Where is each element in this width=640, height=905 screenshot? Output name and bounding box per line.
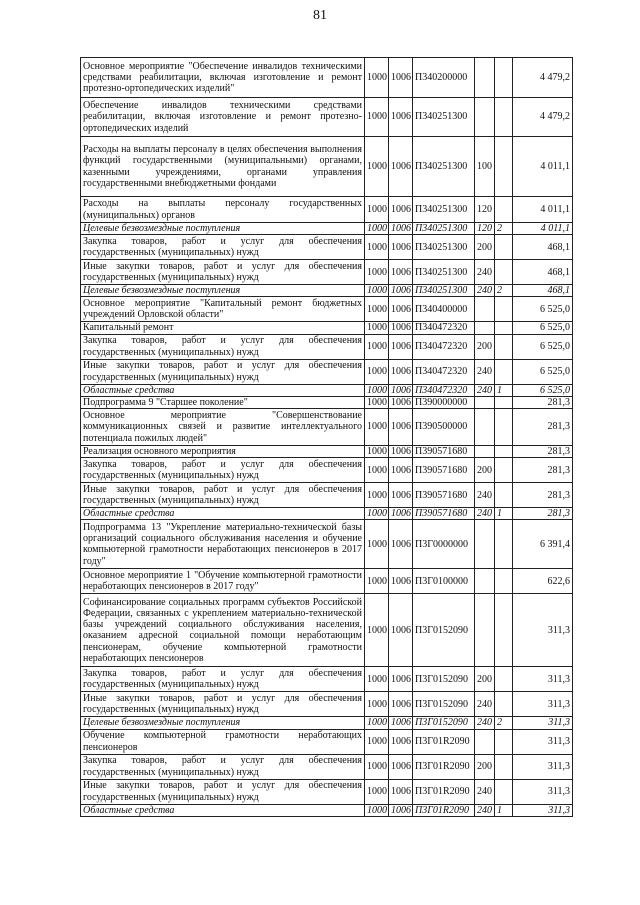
row-target-article: П340400000	[413, 297, 475, 322]
row-subsection-code: 1006	[389, 359, 413, 384]
table-row	[81, 692, 573, 717]
row-subsection-code: 1006	[389, 197, 413, 223]
row-section-code: 1000	[365, 58, 389, 98]
row-section-code: 1000	[365, 408, 389, 445]
table-row	[81, 235, 573, 260]
row-sum: 6 525,0	[513, 322, 573, 334]
row-funding-source	[495, 754, 513, 779]
row-funding-source	[495, 359, 513, 384]
row-name: Иные закупки товаров, работ и услуг для обеспечения государственных (муниципальных) нужд	[81, 483, 365, 508]
row-expense-type: 240	[475, 260, 495, 285]
row-target-article: П3Г01R2090	[413, 804, 475, 816]
row-section-code: 1000	[365, 804, 389, 816]
row-funding-source	[495, 235, 513, 260]
row-expense-type	[475, 297, 495, 322]
row-sum: 6 525,0	[513, 297, 573, 322]
row-expense-type	[475, 520, 495, 569]
row-sum: 4 479,2	[513, 98, 573, 137]
row-expense-type: 240	[475, 804, 495, 816]
row-expense-type	[475, 594, 495, 667]
row-name: Иные закупки товаров, работ и услуг для обеспечения государственных (муниципальных) нужд	[81, 260, 365, 285]
row-subsection-code: 1006	[389, 458, 413, 483]
row-funding-source	[495, 569, 513, 594]
row-sum: 4 011,1	[513, 223, 573, 235]
budget-table	[80, 57, 573, 817]
row-funding-source	[495, 692, 513, 717]
row-name: Софинансирование социальных программ субъектов Российской Федерации, связанных с укреплением материально-технической базы учреждений социального обслуживания населения, оказанием адресной социальной помощи неработающим пенсионерам, обучение компьютерной грамотности неработающих пенсионеров	[81, 594, 365, 667]
row-sum: 281,3	[513, 458, 573, 483]
row-funding-source	[495, 779, 513, 804]
row-funding-source	[495, 445, 513, 457]
table-row	[81, 197, 573, 223]
row-target-article: П340251300	[413, 197, 475, 223]
row-name: Закупка товаров, работ и услуг для обеспечения государственных (муниципальных) нужд	[81, 754, 365, 779]
row-section-code: 1000	[365, 483, 389, 508]
table-row	[81, 408, 573, 445]
row-name: Иные закупки товаров, работ и услуг для обеспечения государственных (муниципальных) нужд	[81, 359, 365, 384]
row-target-article: П3Г0152090	[413, 717, 475, 729]
row-subsection-code: 1006	[389, 729, 413, 754]
row-name: Закупка товаров, работ и услуг для обеспечения государственных (муниципальных) нужд	[81, 667, 365, 692]
row-target-article: П3Г0152090	[413, 667, 475, 692]
row-sum: 281,3	[513, 445, 573, 457]
row-sum: 4 011,1	[513, 197, 573, 223]
row-sum: 311,3	[513, 729, 573, 754]
row-section-code: 1000	[365, 334, 389, 359]
row-expense-type	[475, 98, 495, 137]
row-expense-type: 240	[475, 692, 495, 717]
row-section-code: 1000	[365, 779, 389, 804]
table-row	[81, 260, 573, 285]
row-target-article: П340251300	[413, 235, 475, 260]
row-target-article: П390500000	[413, 408, 475, 445]
row-name: Расходы на выплаты персоналу в целях обеспечения выполнения функций государственными (муниципальными) органами, казенными учреждениями, органами управления государственными внебюджетными фондами	[81, 137, 365, 197]
row-target-article: П340472320	[413, 322, 475, 334]
budget-table-body	[81, 58, 573, 817]
row-sum: 311,3	[513, 754, 573, 779]
table-row	[81, 297, 573, 322]
row-section-code: 1000	[365, 520, 389, 569]
row-funding-source	[495, 297, 513, 322]
row-subsection-code: 1006	[389, 594, 413, 667]
row-section-code: 1000	[365, 260, 389, 285]
row-section-code: 1000	[365, 717, 389, 729]
row-section-code: 1000	[365, 569, 389, 594]
row-subsection-code: 1006	[389, 483, 413, 508]
row-expense-type	[475, 569, 495, 594]
row-section-code: 1000	[365, 458, 389, 483]
row-name: Основное мероприятие "Совершенствование коммуникационных связей и развитие интеллектуального потенциала пожилых людей"	[81, 408, 365, 445]
row-target-article: П3Г0152090	[413, 594, 475, 667]
row-sum: 281,3	[513, 396, 573, 408]
row-sum: 468,1	[513, 260, 573, 285]
table-row	[81, 508, 573, 520]
row-sum: 4 011,1	[513, 137, 573, 197]
row-funding-source: 1	[495, 804, 513, 816]
row-expense-type: 120	[475, 197, 495, 223]
row-sum: 281,3	[513, 408, 573, 445]
row-section-code: 1000	[365, 322, 389, 334]
row-name: Областные средства	[81, 508, 365, 520]
row-section-code: 1000	[365, 754, 389, 779]
row-target-article: П340251300	[413, 137, 475, 197]
row-expense-type: 200	[475, 754, 495, 779]
row-funding-source	[495, 334, 513, 359]
row-target-article: П3Г0000000	[413, 520, 475, 569]
table-row	[81, 58, 573, 98]
row-name: Закупка товаров, работ и услуг для обеспечения государственных (муниципальных) нужд	[81, 334, 365, 359]
row-expense-type: 240	[475, 717, 495, 729]
row-subsection-code: 1006	[389, 297, 413, 322]
row-sum: 6 391,4	[513, 520, 573, 569]
row-expense-type: 240	[475, 779, 495, 804]
row-section-code: 1000	[365, 508, 389, 520]
row-target-article: П390000000	[413, 396, 475, 408]
row-funding-source	[495, 408, 513, 445]
row-section-code: 1000	[365, 384, 389, 396]
row-funding-source	[495, 197, 513, 223]
table-row	[81, 334, 573, 359]
row-target-article: П390571680	[413, 483, 475, 508]
row-expense-type: 200	[475, 667, 495, 692]
row-funding-source	[495, 458, 513, 483]
row-funding-source	[495, 667, 513, 692]
table-row	[81, 483, 573, 508]
table-row	[81, 445, 573, 457]
table-row	[81, 458, 573, 483]
row-section-code: 1000	[365, 197, 389, 223]
row-subsection-code: 1006	[389, 445, 413, 457]
row-expense-type: 240	[475, 508, 495, 520]
row-subsection-code: 1006	[389, 98, 413, 137]
row-target-article: П340200000	[413, 58, 475, 98]
row-subsection-code: 1006	[389, 508, 413, 520]
row-expense-type	[475, 58, 495, 98]
table-row	[81, 569, 573, 594]
row-sum: 281,3	[513, 483, 573, 508]
row-target-article: П340472320	[413, 384, 475, 396]
row-section-code: 1000	[365, 235, 389, 260]
row-name: Капитальный ремонт	[81, 322, 365, 334]
row-sum: 311,3	[513, 594, 573, 667]
row-subsection-code: 1006	[389, 667, 413, 692]
row-funding-source: 2	[495, 223, 513, 235]
row-expense-type	[475, 729, 495, 754]
row-sum: 4 479,2	[513, 58, 573, 98]
row-subsection-code: 1006	[389, 58, 413, 98]
table-row	[81, 729, 573, 754]
row-sum: 622,6	[513, 569, 573, 594]
row-name: Основное мероприятие "Обеспечение инвалидов техническими средствами реабилитации, включая изготовление и ремонт протезно-ортопедических изделий"	[81, 58, 365, 98]
row-expense-type: 200	[475, 334, 495, 359]
row-section-code: 1000	[365, 223, 389, 235]
row-name: Обучение компьютерной грамотности неработающих пенсионеров	[81, 729, 365, 754]
row-section-code: 1000	[365, 729, 389, 754]
row-name: Областные средства	[81, 384, 365, 396]
row-subsection-code: 1006	[389, 804, 413, 816]
table-row	[81, 322, 573, 334]
row-target-article: П3Г01R2090	[413, 729, 475, 754]
row-subsection-code: 1006	[389, 322, 413, 334]
row-target-article: П340251300	[413, 260, 475, 285]
row-subsection-code: 1006	[389, 520, 413, 569]
table-row	[81, 396, 573, 408]
page-number: 81	[313, 8, 327, 23]
row-name: Основное мероприятие "Капитальный ремонт бюджетных учреждений Орловской области"	[81, 297, 365, 322]
table-row	[81, 667, 573, 692]
row-expense-type: 200	[475, 235, 495, 260]
row-section-code: 1000	[365, 359, 389, 384]
row-section-code: 1000	[365, 98, 389, 137]
row-subsection-code: 1006	[389, 235, 413, 260]
row-expense-type	[475, 396, 495, 408]
row-subsection-code: 1006	[389, 569, 413, 594]
row-subsection-code: 1006	[389, 396, 413, 408]
row-subsection-code: 1006	[389, 137, 413, 197]
table-row	[81, 717, 573, 729]
row-funding-source: 1	[495, 508, 513, 520]
row-sum: 311,3	[513, 779, 573, 804]
row-section-code: 1000	[365, 285, 389, 297]
row-subsection-code: 1006	[389, 223, 413, 235]
row-target-article: П340251300	[413, 223, 475, 235]
row-funding-source	[495, 594, 513, 667]
row-subsection-code: 1006	[389, 334, 413, 359]
table-row	[81, 779, 573, 804]
row-name: Иные закупки товаров, работ и услуг для обеспечения государственных (муниципальных) нужд	[81, 692, 365, 717]
row-sum: 311,3	[513, 717, 573, 729]
row-expense-type	[475, 322, 495, 334]
row-funding-source: 1	[495, 384, 513, 396]
row-funding-source	[495, 58, 513, 98]
row-sum: 6 525,0	[513, 384, 573, 396]
row-funding-source	[495, 98, 513, 137]
row-subsection-code: 1006	[389, 384, 413, 396]
row-subsection-code: 1006	[389, 754, 413, 779]
row-name: Обеспечение инвалидов техническими средствами реабилитации, включая изготовление и ремонт протезно-ортопедических изделий	[81, 98, 365, 137]
row-name: Реализация основного мероприятия	[81, 445, 365, 457]
row-funding-source: 2	[495, 285, 513, 297]
row-sum: 281,3	[513, 508, 573, 520]
table-row	[81, 137, 573, 197]
table-row	[81, 359, 573, 384]
row-expense-type	[475, 445, 495, 457]
row-subsection-code: 1006	[389, 408, 413, 445]
row-name: Подпрограмма 13 "Укрепление материально-технической базы организаций социального обслуживания населения и обучение компьютерной грамотности неработающих пенсионеров в 2017 году"	[81, 520, 365, 569]
row-expense-type: 240	[475, 384, 495, 396]
row-expense-type: 120	[475, 223, 495, 235]
row-name: Целевые безвозмездные поступления	[81, 285, 365, 297]
row-sum: 311,3	[513, 667, 573, 692]
row-subsection-code: 1006	[389, 692, 413, 717]
row-name: Иные закупки товаров, работ и услуг для обеспечения государственных (муниципальных) нужд	[81, 779, 365, 804]
row-target-article: П340472320	[413, 359, 475, 384]
row-target-article: П390571680	[413, 445, 475, 457]
row-funding-source: 2	[495, 717, 513, 729]
row-sum: 311,3	[513, 692, 573, 717]
row-target-article: П3Г01R2090	[413, 779, 475, 804]
table-row	[81, 384, 573, 396]
table-row	[81, 98, 573, 137]
row-sum: 468,1	[513, 285, 573, 297]
row-name: Подпрограмма 9 "Старшее поколение"	[81, 396, 365, 408]
row-section-code: 1000	[365, 594, 389, 667]
row-sum: 6 525,0	[513, 334, 573, 359]
table-row	[81, 520, 573, 569]
row-sum: 6 525,0	[513, 359, 573, 384]
row-section-code: 1000	[365, 396, 389, 408]
row-section-code: 1000	[365, 297, 389, 322]
row-subsection-code: 1006	[389, 717, 413, 729]
row-subsection-code: 1006	[389, 260, 413, 285]
row-name: Закупка товаров, работ и услуг для обеспечения государственных (муниципальных) нужд	[81, 458, 365, 483]
row-name: Областные средства	[81, 804, 365, 816]
row-funding-source	[495, 322, 513, 334]
table-row	[81, 804, 573, 816]
row-expense-type	[475, 408, 495, 445]
table-row	[81, 594, 573, 667]
row-expense-type: 240	[475, 359, 495, 384]
row-target-article: П3Г0100000	[413, 569, 475, 594]
row-subsection-code: 1006	[389, 779, 413, 804]
row-expense-type: 100	[475, 137, 495, 197]
row-funding-source	[495, 137, 513, 197]
row-target-article: П3Г01R2090	[413, 754, 475, 779]
row-funding-source	[495, 729, 513, 754]
row-expense-type: 240	[475, 483, 495, 508]
row-target-article: П340251300	[413, 285, 475, 297]
table-row	[81, 223, 573, 235]
row-funding-source	[495, 396, 513, 408]
row-expense-type: 240	[475, 285, 495, 297]
row-sum: 311,3	[513, 804, 573, 816]
table-row	[81, 285, 573, 297]
row-name: Закупка товаров, работ и услуг для обеспечения государственных (муниципальных) нужд	[81, 235, 365, 260]
row-subsection-code: 1006	[389, 285, 413, 297]
row-target-article: П340251300	[413, 98, 475, 137]
row-target-article: П390571680	[413, 508, 475, 520]
row-section-code: 1000	[365, 137, 389, 197]
row-target-article: П3Г0152090	[413, 692, 475, 717]
row-funding-source	[495, 483, 513, 508]
row-sum: 468,1	[513, 235, 573, 260]
table-row	[81, 754, 573, 779]
row-target-article: П390571680	[413, 458, 475, 483]
row-funding-source	[495, 520, 513, 569]
row-expense-type: 200	[475, 458, 495, 483]
row-name: Расходы на выплаты персоналу государственных (муниципальных) органов	[81, 197, 365, 223]
row-target-article: П340472320	[413, 334, 475, 359]
row-funding-source	[495, 260, 513, 285]
row-name: Целевые безвозмездные поступления	[81, 717, 365, 729]
row-section-code: 1000	[365, 445, 389, 457]
row-section-code: 1000	[365, 667, 389, 692]
row-name: Основное мероприятие 1 "Обучение компьютерной грамотности неработающих пенсионеров в 2017 году"	[81, 569, 365, 594]
row-section-code: 1000	[365, 692, 389, 717]
row-name: Целевые безвозмездные поступления	[81, 223, 365, 235]
